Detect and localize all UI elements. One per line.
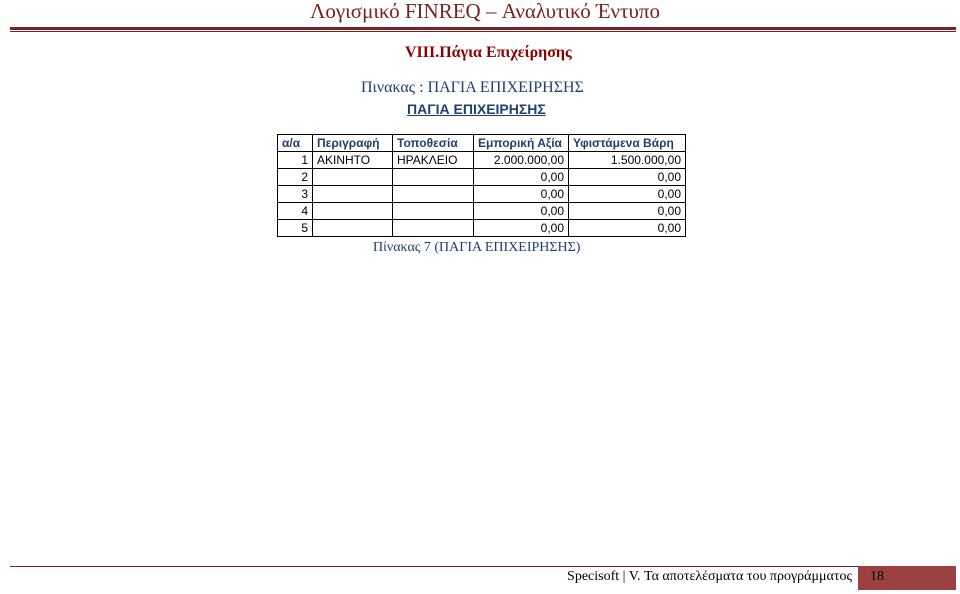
cell-aa: 1 — [278, 152, 313, 169]
cell-aa: 3 — [278, 186, 313, 203]
footer-text: Specisoft | V. Τα αποτελέσματα του προγράμματος — [567, 569, 852, 584]
cell-location: ΗΡΑΚΛΕΙΟ — [393, 152, 474, 169]
page-number-box — [858, 566, 956, 590]
footer-rule — [10, 566, 956, 567]
cell-market-value: 0,00 — [474, 186, 569, 203]
document-header-title: Λογισμικό FINREQ – Αναλυτικό Έντυπο — [310, 0, 660, 23]
section-title: VIII.Πάγια Επιχείρησης — [405, 44, 572, 61]
cell-market-value: 2.000.000,00 — [474, 152, 569, 169]
col-header-location: Τοποθεσία — [393, 135, 474, 152]
assets-table — [277, 134, 686, 237]
col-header-aa: α/α — [278, 135, 313, 152]
cell-description — [313, 203, 393, 220]
cell-encumbrances: 0,00 — [569, 203, 686, 220]
cell-location — [393, 186, 474, 203]
table-row — [278, 186, 686, 203]
table-footnote: Πίνακας 7 (ΠΑΓΙΑ ΕΠΙΧΕΙΡΗΣΗΣ) — [373, 240, 581, 255]
cell-encumbrances: 0,00 — [569, 220, 686, 237]
table-header-row — [278, 135, 686, 152]
cell-aa: 4 — [278, 203, 313, 220]
cell-location — [393, 169, 474, 186]
cell-encumbrances: 0,00 — [569, 169, 686, 186]
table-row — [278, 220, 686, 237]
table-heading: ΠΑΓΙΑ ΕΠΙΧΕΙΡΗΣΗΣ — [407, 101, 546, 117]
cell-encumbrances: 1.500.000,00 — [569, 152, 686, 169]
page-number: 18 — [870, 569, 884, 584]
header-rule-thin — [10, 31, 956, 32]
cell-description — [313, 169, 393, 186]
table-caption: Πινακας : ΠΑΓΙΑ ΕΠΙΧΕΙΡΗΣΗΣ — [361, 79, 584, 96]
cell-description — [313, 186, 393, 203]
cell-location — [393, 220, 474, 237]
cell-aa: 2 — [278, 169, 313, 186]
table-row — [278, 169, 686, 186]
cell-aa: 5 — [278, 220, 313, 237]
table-row — [278, 152, 686, 169]
cell-location — [393, 203, 474, 220]
col-header-description: Περιγραφή — [313, 135, 393, 152]
table-row — [278, 203, 686, 220]
cell-market-value: 0,00 — [474, 220, 569, 237]
col-header-encumbrances: Υφιστάμενα Βάρη — [569, 135, 686, 152]
cell-market-value: 0,00 — [474, 203, 569, 220]
cell-description — [313, 220, 393, 237]
col-header-market-value: Εμπορική Αξία — [474, 135, 569, 152]
header-rule — [10, 27, 956, 30]
cell-description: ΑΚΙΝΗΤΟ — [313, 152, 393, 169]
cell-market-value: 0,00 — [474, 169, 569, 186]
cell-encumbrances: 0,00 — [569, 186, 686, 203]
